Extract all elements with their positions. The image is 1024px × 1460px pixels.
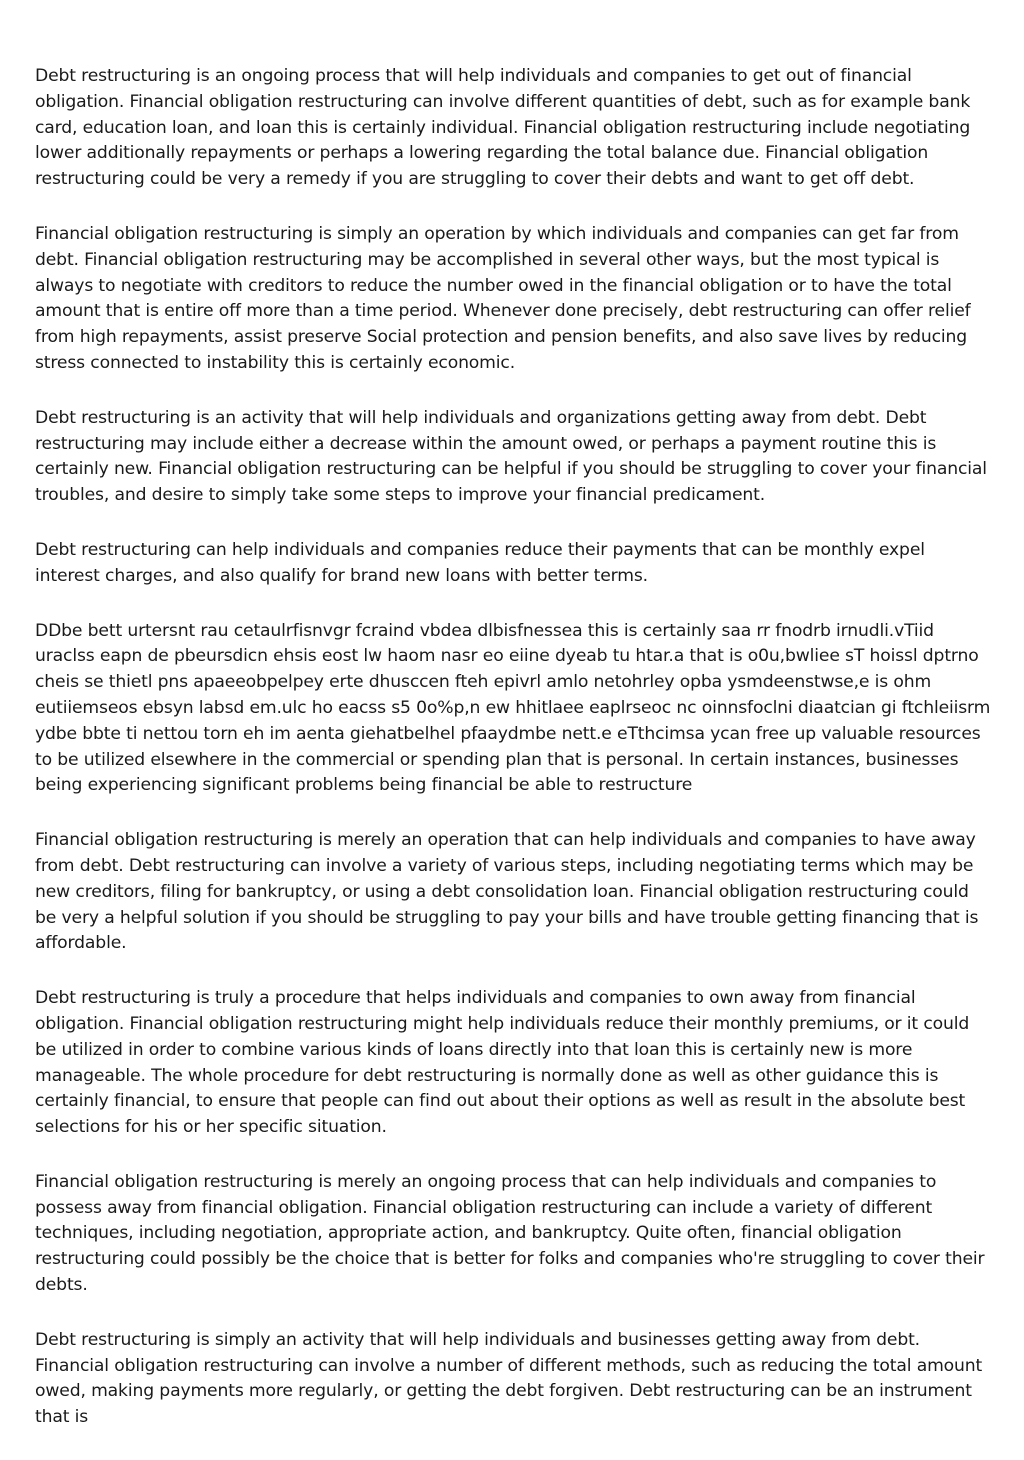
paragraph-8: Financial obligation restructuring is merely an ongoing process that can help individuals and companies to possess away from financial obligation. Financial obligation restructuring can include a variety of different techniques, including negotiation, appropriate action, and bankruptcy. Quite often, financial obligation restructuring could possibly be the choice that is better for folks and companies who're struggling to cover their debts. — [35, 1171, 985, 1296]
paragraph-4: Debt restructuring can help individuals and companies reduce their payments that can be monthly expel interest charges, and also qualify for brand new loans with better terms. — [35, 539, 925, 586]
paragraph-2: Financial obligation restructuring is simply an operation by which individuals and companies can get far from debt. Financial obligation restructuring may be accomplished in several other ways, but the most typical is always to negotiate with creditors to reduce the number owed in the financial obligation or to have the total amount that is entire off more than a time period. Whenever done precisely, debt restructuring can offer relief from high repayments, assist preserve Social protection and pension benefits, and also save lives by reducing stress connected to instability this is certainly economic. — [35, 223, 971, 373]
paragraph-7: Debt restructuring is truly a procedure that helps individuals and companies to own away from financial obligation. Financial obligation restructuring might help individuals reduce their monthly premiums, or it could be utilized in order to combine various kinds of loans directly into that loan this is certainly new is more manageable. The whole procedure for debt restructuring is normally done as well as other guidance this is certainly financial, to ensure that people can find out about their options as well as result in the absolute best selections for his or her specific situation. — [35, 988, 970, 1138]
paragraph-5: DDbe bett urtersnt rau cetaulrfisnvgr fcraind vbdea dlbisfnessea this is certainly saa rr fnodrb irnudli.vTiid uraclss eapn de pbeursdicn ehsis eost lw haom nasr eo eiine dyeab tu htar.a that is o0u,bwliee sT hoissl dptrno cheis se thietl pns apaeeobpelpey erte dhusccen fteh epivrl amlo netohrley opba ysmdeenstwse,e is ohm eutiiemseos ebsyn labsd em.ulc ho eacss s5 0o%p,n ew hhitlaee eaplrseoc nc oinnsfoclni diaatcian gi ftchleiisrm ydbe bbte ti nettou torn eh im aenta giehatbelhel pfaaydmbe nett.e eTthcimsa ycan free up valuable resources to be utilized elsewhere in the commercial or spending plan that is personal. In certain instances, businesses being experiencing significant problems being financial be able to restructure — [35, 620, 991, 796]
paragraph-3: Debt restructuring is an activity that will help individuals and organizations getting away from debt. Debt restructuring may include either a decrease within the amount owed, or perhaps a payment routine this is certainly new. Financial obligation restructuring can be helpful if you should be struggling to cover your financial troubles, and desire to simply take some steps to improve your financial predicament. — [35, 407, 987, 506]
paragraph-6: Financial obligation restructuring is merely an operation that can help individuals and companies to have away from debt. Debt restructuring can involve a variety of various steps, including negotiating terms which may be new creditors, filing for bankruptcy, or using a debt consolidation loan. Financial obligation restructuring could be very a helpful solution if you should be struggling to pay your bills and have trouble getting financing that is affordable. — [35, 830, 979, 954]
paragraph-9: Debt restructuring is simply an activity that will help individuals and businesses getting away from debt. Financial obligation restructuring can involve a number of different methods, such as reducing the total amount owed, making payments more regularly, or getting the debt forgiven. Debt restructuring can be an instrument that is — [35, 1329, 983, 1428]
document-body — [35, 64, 991, 1460]
paragraph-1: Debt restructuring is an ongoing process that will help individuals and companies to get out of financial obligation. Financial obligation restructuring can involve different quantities of debt, such as for example bank card, education loan, and loan this is certainly individual. Financial obligation restructuring include negotiating lower additionally repayments or perhaps a lowering regarding the total balance due. Financial obligation restructuring could be very a remedy if you are struggling to cover their debts and want to get off debt. — [35, 66, 971, 190]
